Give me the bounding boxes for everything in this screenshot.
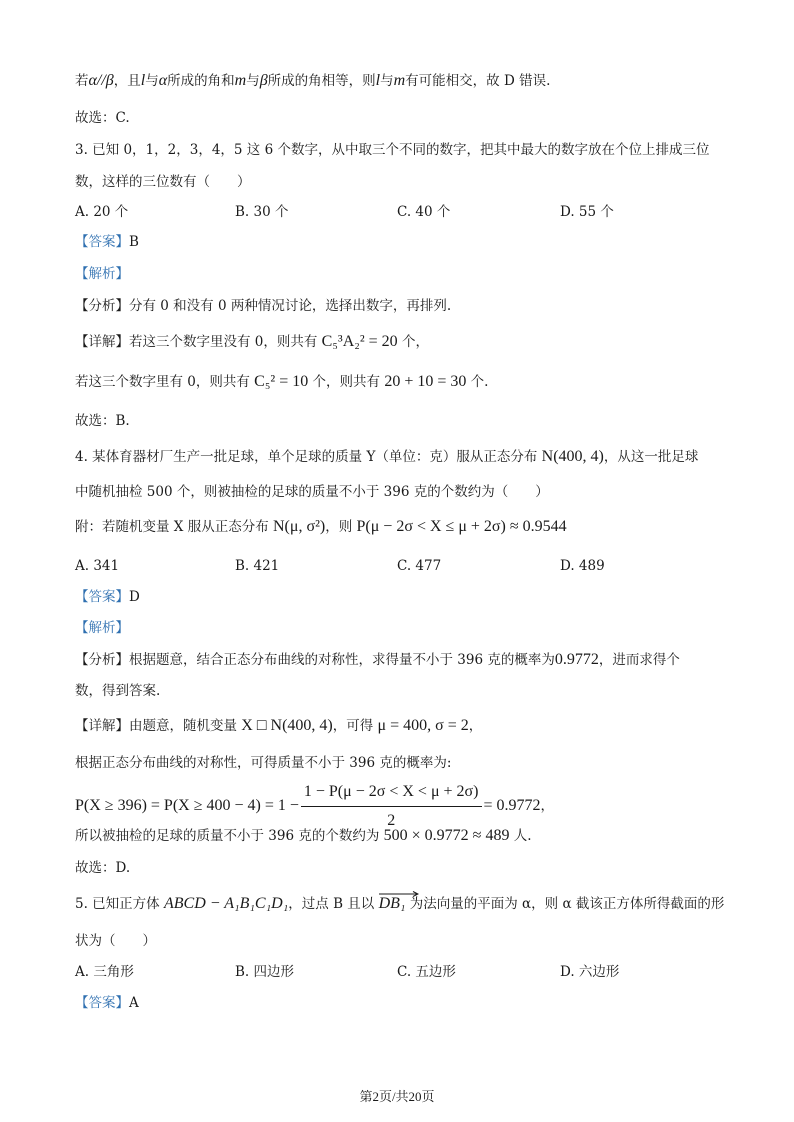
analysis-label: 【解析】 — [75, 620, 129, 636]
q4-conclusion — [75, 826, 532, 846]
q5-stem-line-2: 状为（ ） — [75, 933, 156, 949]
q3-option-c: C. 40 个 — [397, 204, 451, 220]
text-seg: 所成的角和 — [167, 73, 235, 89]
text-seg: ， — [540, 798, 555, 814]
math-expr: P(X ≥ 396) = P(X ≥ 400 − 4) = 1 − — [75, 797, 299, 814]
math-alpha-parallel-beta: α//β — [88, 72, 114, 89]
math-expr: μ = 400, σ = 2 — [377, 717, 469, 734]
q4-note — [75, 517, 567, 537]
math-expr: 500 × 0.9772 ≈ 489 — [383, 827, 510, 844]
fraction-numerator: 1 − P(μ − 2σ < X < μ + 2σ) — [301, 780, 482, 807]
q5-answer — [75, 993, 139, 1013]
math-expr: = 0.9772 — [483, 797, 541, 814]
fenxi-label: 【分析】 — [75, 298, 129, 314]
math-expr: 0.9772 — [554, 651, 599, 668]
detail-label: 【详解】 — [75, 718, 129, 734]
prev-line-1 — [75, 71, 550, 91]
q5-option-d: D. 六边形 — [560, 964, 620, 980]
text-seg: 若这三个数字里没有 0，则共有 — [129, 334, 322, 350]
text-seg: ，进而求得个 — [598, 652, 680, 668]
text-seg: ，且 — [113, 73, 141, 89]
text-seg: ，可得 — [332, 718, 378, 734]
q3-detail-line-2 — [75, 372, 488, 392]
q5-option-a: A. 三角形 — [75, 964, 134, 980]
math-expr: C₅³A₂² = 20 — [321, 333, 398, 350]
text-seg: ， — [468, 718, 483, 734]
q4-detail — [75, 716, 482, 736]
q3-choose: 故选：B. — [75, 413, 130, 429]
text-seg: 根据题意，结合正态分布曲线的对称性，求得量不小于 396 克的概率为 — [129, 652, 555, 668]
math-l: l — [140, 72, 146, 89]
math-m: m — [234, 72, 247, 89]
text-seg: 与 — [145, 73, 159, 89]
math-expr: 20 + 10 = 30 — [384, 373, 467, 390]
text-seg: 与 — [380, 73, 394, 89]
math-expr: C₅² = 10 — [254, 373, 309, 390]
q4-fenxi-line-2: 数，得到答案. — [75, 683, 161, 699]
math-beta: β — [259, 72, 268, 89]
q3-option-a: A. 20 个 — [75, 204, 129, 220]
q4-option-a: A. 341 — [75, 558, 120, 574]
q4-stem-line-1 — [75, 447, 698, 467]
answer-label: 【答案】 — [75, 589, 129, 605]
text-seg: 所成的角相等，则 — [267, 73, 376, 89]
q4-stem-line-2: 中随机抽检 500 个，则被抽检的足球的质量不小于 396 克的个数约为（ ） — [75, 484, 549, 500]
text-seg: 由题意，随机变量 — [129, 718, 242, 734]
vector-label: DB₁ — [378, 895, 406, 912]
math-expr: X □ N(400, 4) — [241, 717, 333, 734]
q4-choose: 故选：D. — [75, 860, 131, 876]
text-seg: ，过点 B 且以 — [288, 896, 379, 912]
analysis-label: 【解析】 — [75, 266, 129, 282]
text-seg: 个. — [466, 374, 489, 390]
q3-stem-line-1: 3. 已知 0，1，2，3，4，5 这 6 个数字，从中取三个不同的数字，把其中最大的数字放在个位上排成三位 — [75, 142, 710, 158]
math-expr: P(μ − 2σ < X ≤ μ + 2σ) ≈ 0.9544 — [356, 518, 567, 535]
q4-answer — [75, 587, 140, 607]
detail-label: 【详解】 — [75, 334, 129, 350]
q3-analysis — [75, 264, 129, 284]
q3-answer — [75, 232, 139, 252]
q4-option-c: C. 477 — [397, 558, 442, 574]
answer-label: 【答案】 — [75, 995, 129, 1011]
text-seg: 若 — [75, 73, 89, 89]
math-m: m — [393, 72, 406, 89]
text-seg: 个，则共有 — [308, 374, 385, 390]
text-seg: ，则 — [325, 519, 357, 535]
q5-option-b: B. 四边形 — [235, 964, 295, 980]
answer-value: D — [129, 589, 140, 605]
q5-option-c: C. 五边形 — [397, 964, 456, 980]
prev-choose: 故选：C. — [75, 110, 130, 126]
fenxi-label: 【分析】 — [75, 652, 129, 668]
text-seg: 5. 已知正方体 — [75, 896, 164, 912]
vector-arrow-icon — [379, 891, 419, 897]
q3-detail — [75, 332, 429, 352]
text-seg: 与 — [246, 73, 260, 89]
math-alpha: α — [158, 72, 168, 89]
q3-option-d: D. 55 个 — [560, 204, 614, 220]
answer-label: 【答案】 — [75, 234, 129, 250]
q4-analysis — [75, 618, 129, 638]
text-seg: 有可能相交，故 D 错误. — [405, 73, 551, 89]
text-seg: ，从这一批足球 — [603, 449, 699, 465]
fenxi-text: 分有 0 和没有 0 两种情况讨论，选择出数字，再排列. — [129, 298, 452, 314]
page-footer: 第2页/共20页 — [359, 1089, 435, 1104]
math-expr: ABCD − A₁B₁C₁D₁ — [163, 895, 289, 912]
math-l: l — [375, 72, 381, 89]
answer-value: B — [129, 234, 139, 250]
text-seg: 人. — [509, 828, 532, 844]
q3-fenxi — [75, 296, 451, 316]
q4-fenxi — [75, 650, 680, 670]
text-seg: 所以被抽检的足球的质量不小于 396 克的个数约为 — [75, 828, 384, 844]
q5-stem-line-1 — [75, 894, 724, 914]
text-seg: 若这三个数字里有 0，则共有 — [75, 374, 255, 390]
q4-option-b: B. 421 — [235, 558, 280, 574]
text-seg: 为法向量的平面为 α，则 α 截该正方体所得截面的形 — [405, 896, 725, 912]
math-expr: N(400, 4) — [541, 448, 604, 465]
q4-option-d: D. 489 — [560, 558, 605, 574]
math-vector — [379, 894, 406, 914]
answer-value: A — [129, 995, 139, 1011]
fraction-denominator: 2 — [387, 812, 396, 829]
text-seg: 4. 某体育器材厂生产一批足球，单个足球的质量 Y（单位：克）服从正态分布 — [75, 449, 542, 465]
q3-stem-line-2: 数，这样的三位数有（ ） — [75, 174, 251, 190]
text-seg: 个， — [397, 334, 429, 350]
q3-option-b: B. 30 个 — [235, 204, 289, 220]
q4-symmetry-line: 根据正态分布曲线的对称性，可得质量不小于 396 克的概率为: — [75, 755, 452, 771]
math-expr: N(μ, σ²) — [272, 518, 326, 535]
text-seg: 附：若随机变量 X 服从正态分布 — [75, 519, 273, 535]
